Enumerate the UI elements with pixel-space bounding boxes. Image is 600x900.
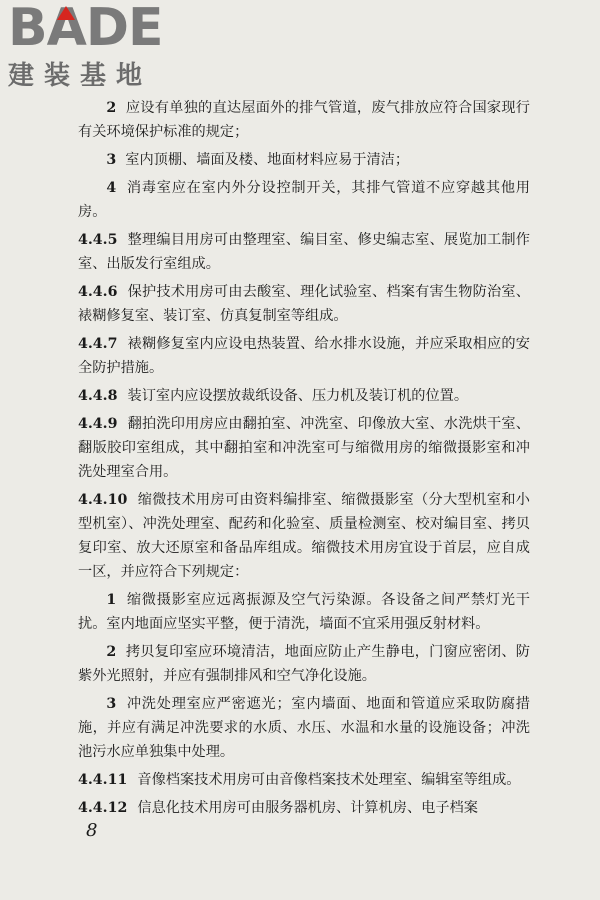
logo-letter-b: B — [8, 0, 47, 58]
list-item: 2 拷贝复印室应环境清洁，地面应防止产生静电，门窗应密闭、防紫外光照射，并应有强制排风和空气净化设施。 — [78, 644, 530, 684]
section-paragraph: 4.4.7 裱糊修复室内应设电热装置、给水排水设施，并应采取相应的安全防护措施。 — [78, 336, 530, 376]
section-paragraph: 4.4.6 保护技术用房可由去酸室、理化试验室、档案有害生物防治室、裱糊修复室、装订室、仿真复制室等组成。 — [78, 284, 530, 324]
logo-red-triangle-icon — [57, 6, 75, 20]
page-number: 8 — [86, 820, 98, 841]
section-number: 4.4.7 — [78, 336, 118, 352]
bade-logo — [8, 2, 178, 90]
section-number: 4.4.10 — [78, 492, 128, 508]
section-number: 4.4.12 — [78, 800, 128, 816]
section-paragraph: 4.4.11 音像档案技术用房可由音像档案技术处理室、编辑室等组成。 — [78, 772, 521, 788]
section-paragraph: 4.4.10 缩微技术用房可由资料编排室、缩微摄影室（分大型机室和小型机室）、冲洗处理室、配药和化验室、质量检测室、校对编目室、拷贝复印室、放大还原室和备品库组成。缩微技术用房宜设于首层，应自成一区，并应符合下列规定： — [78, 492, 530, 580]
section-paragraph: 4.4.9 翻拍洗印用房应由翻拍室、冲洗室、印像放大室、水洗烘干室、翻版胶印室组成，其中翻拍室和冲洗室可与缩微用房的缩微摄影室和冲洗处理室合用。 — [78, 416, 530, 480]
list-item: 3 冲洗处理室应严密遮光；室内墙面、地面和管道应采取防腐措施，并应有满足冲洗要求的水质、水压、水温和水量的设施设备；冲洗池污水应单独集中处理。 — [78, 696, 530, 760]
section-number: 4.4.5 — [78, 232, 118, 248]
section-number: 4.4.9 — [78, 416, 118, 432]
section-number: 4.4.6 — [78, 284, 118, 300]
logo-wordmark — [8, 0, 163, 58]
list-item: 4 消毒室应在室内外分设控制开关，其排气管道不应穿越其他用房。 — [78, 180, 530, 220]
section-paragraph: 4.4.8 装订室内应设摆放裁纸设备、压力机及装订机的位置。 — [78, 388, 469, 404]
section-paragraph: 4.4.5 整理编目用房可由整理室、编目室、修史编志室、展览加工制作室、出版发行室组成。 — [78, 232, 530, 272]
document-body — [78, 96, 530, 824]
section-paragraph: 4.4.12 信息化技术用房可由服务器机房、计算机房、电子档案 — [78, 800, 478, 816]
section-number: 4.4.8 — [78, 388, 118, 404]
section-number: 4.4.11 — [78, 772, 128, 788]
list-item: 3 室内顶棚、墙面及楼、地面材料应易于清洁； — [106, 152, 410, 168]
logo-letters-de: DE — [85, 0, 163, 58]
list-item: 1 缩微摄影室应远离振源及空气污染源。各设备之间严禁灯光干扰。室内地面应坚实平整，便于清洗，墙面不宜采用强反射材料。 — [78, 592, 530, 632]
list-item: 2 应设有单独的直达屋面外的排气管道，废气排放应符合国家现行有关环境保护标准的规定； — [78, 100, 530, 140]
logo-subtitle: 建装基地 — [8, 61, 153, 91]
logo-letter-a: A — [46, 0, 86, 58]
